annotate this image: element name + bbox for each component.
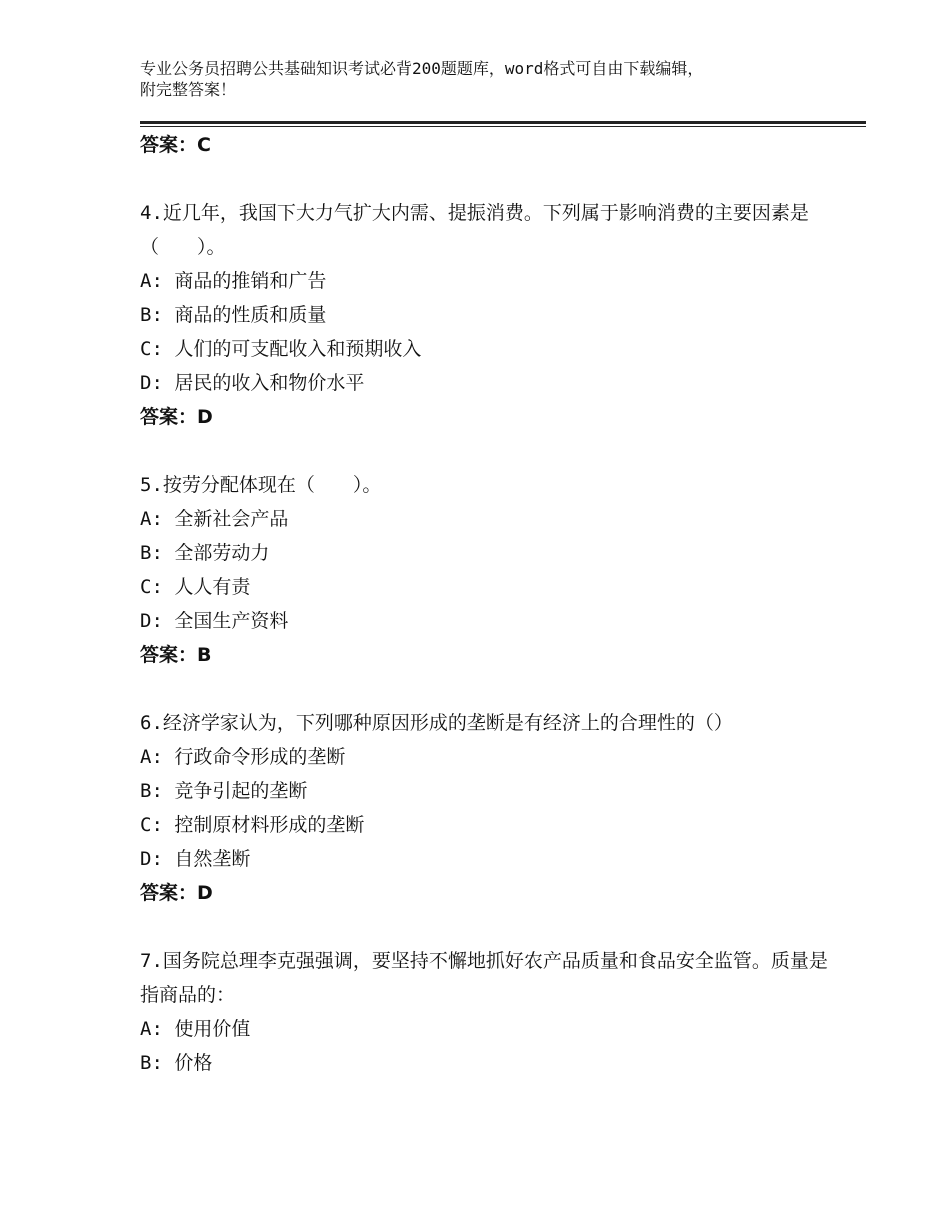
option-b: B: 商品的性质和质量: [140, 304, 327, 326]
option-d: D: 居民的收入和物价水平: [140, 372, 365, 394]
header-divider-thin: [140, 126, 866, 127]
question-list: [140, 128, 840, 1080]
answer-label: 答案：D: [140, 406, 213, 428]
option-a: A: 全新社会产品: [140, 508, 289, 530]
option-b: B: 竞争引起的垄断: [140, 780, 308, 802]
question-text: 6.经济学家认为，下列哪种原因形成的垄断是有经济上的合理性的（）: [140, 712, 733, 734]
question-6: [140, 706, 840, 910]
header-divider: [140, 121, 866, 124]
question-text: 4.近几年，我国下大力气扩大内需、提振消费。下列属于影响消费的主要因素是（ ）。: [140, 202, 809, 258]
question-4: [140, 196, 840, 434]
option-c: C: 控制原材料形成的垄断: [140, 814, 365, 836]
question-5: [140, 468, 840, 672]
answer-label: 答案：D: [140, 882, 213, 904]
option-b: B: 全部劳动力: [140, 542, 270, 564]
option-a: A: 行政命令形成的垄断: [140, 746, 346, 768]
answer-label: 答案：C: [140, 134, 211, 156]
option-a: A: 使用价值: [140, 1018, 251, 1040]
question-text: 5.按劳分配体现在（ ）。: [140, 474, 382, 496]
option-c: C: 人人有责: [140, 576, 251, 598]
option-b: B: 价格: [140, 1052, 213, 1074]
question-7: [140, 944, 840, 1080]
answer-label: 答案：B: [140, 644, 212, 666]
option-c: C: 人们的可支配收入和预期收入: [140, 338, 422, 360]
header-line-2: 附完整答案！: [140, 80, 237, 99]
document-header: [140, 58, 840, 100]
header-line-1: 专业公务员招聘公共基础知识考试必背200题题库，word格式可自由下载编辑，: [140, 59, 704, 78]
option-d: D: 全国生产资料: [140, 610, 289, 632]
option-d: D: 自然垄断: [140, 848, 251, 870]
question-text: 7.国务院总理李克强强调，要坚持不懈地抓好农产品质量和食品安全监管。质量是指商品的：: [140, 950, 828, 1006]
option-a: A: 商品的推销和广告: [140, 270, 327, 292]
